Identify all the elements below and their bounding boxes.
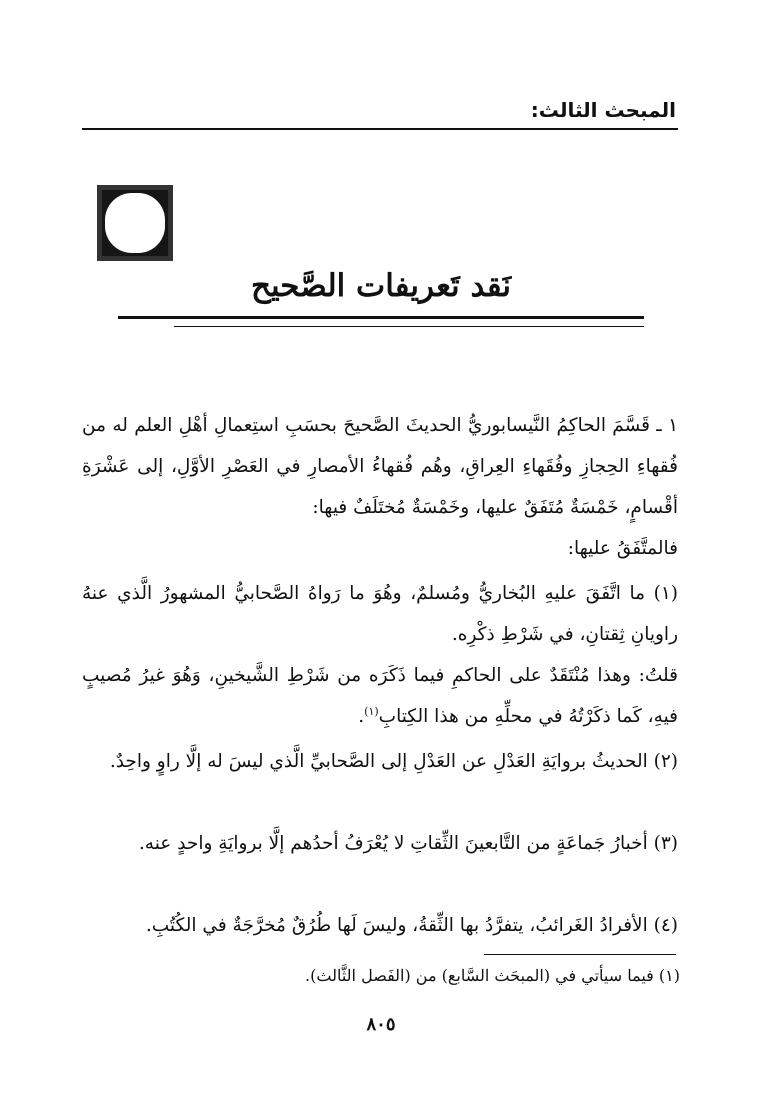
- square-frame-icon: [97, 185, 173, 261]
- critique-end: .: [358, 706, 365, 727]
- critique-text: قلتُ: وهذا مُنْتَقَدٌ على الحاكمِ فيما ذَكَرَه من شَرْطِ الشَّيخينِ، وَهُوَ غيرُ مُصيبٍ فيهِ، كَما ذكَرْتُهُ في محلِّهِ من هذا الكِتابِ: [82, 665, 678, 727]
- page-number: ٨٠٥: [366, 1014, 396, 1035]
- paragraph-item-4: (٤) الأفرادُ الغَرائبُ، يتفرَّدُ بها الثِّقةُ، وليسَ لَها طُرُقٌ مُخرَّجَةٌ في الكُتُبِ.: [145, 915, 678, 936]
- paragraph-agreed-heading: فالمتَّفَقُ عليها:: [567, 538, 678, 559]
- section-header: المبحث الثالث:: [530, 98, 676, 122]
- footnote-rule: [484, 954, 676, 955]
- paragraph-item-1: (١) ما اتَّفَقَ عليهِ البُخاريُّ ومُسلمٌ، وهُوَ ما رَواهُ الصَّحابيُّ المشهورُ الَّذي عنهُ راويانِ ثِقتانِ، في شَرْطِ ذكْرِه.: [82, 583, 678, 645]
- title-rule-thick: [118, 316, 644, 319]
- header-rule: [82, 128, 678, 130]
- chapter-title: نَقد تَعريفات الصَّحيح: [250, 268, 512, 304]
- paragraph-critique: [82, 655, 678, 737]
- footnote: (١) فيما سيأتي في (المبحَث السَّابع) من (الفَصل الثَّالث).: [305, 966, 680, 985]
- footnote-reference: (١): [364, 704, 379, 718]
- title-rule-thin: [174, 326, 644, 327]
- ornament-center: [105, 193, 165, 253]
- paragraph-item-3: (٣) أخبارُ جَماعَةٍ من التَّابعينَ الثِّقاتِ لا يُعْرَفُ أحدُهم إلَّا بروايَةِ واحدٍ عنه.: [138, 833, 678, 854]
- paragraph-intro: ١ ـ قَسَّمَ الحاكِمُ النَّيسابوريُّ الحديثَ الصَّحيحَ بحسَبِ استِعمالِ أهْلِ العلم له من فُقهاءِ الحِجازِ وفُقَهاءِ العِراقِ، وهُم فُقهاءُ الأمصارِ في العَصْرِ الأوَّلِ، إلى عَشْرَةِ أقْسامٍ، خَمْسَةٌ مُتَفَقٌ عليها، وخَمْسَةٌ مُختَلَفٌ فيها:: [82, 415, 678, 518]
- paragraph-item-2: (٢) الحديثُ بروايَةِ العَدْلِ عن العَدْلِ إلى الصَّحابيِّ الَّذي ليسَ له إلَّا راوٍ واحِدٌ.: [109, 751, 678, 772]
